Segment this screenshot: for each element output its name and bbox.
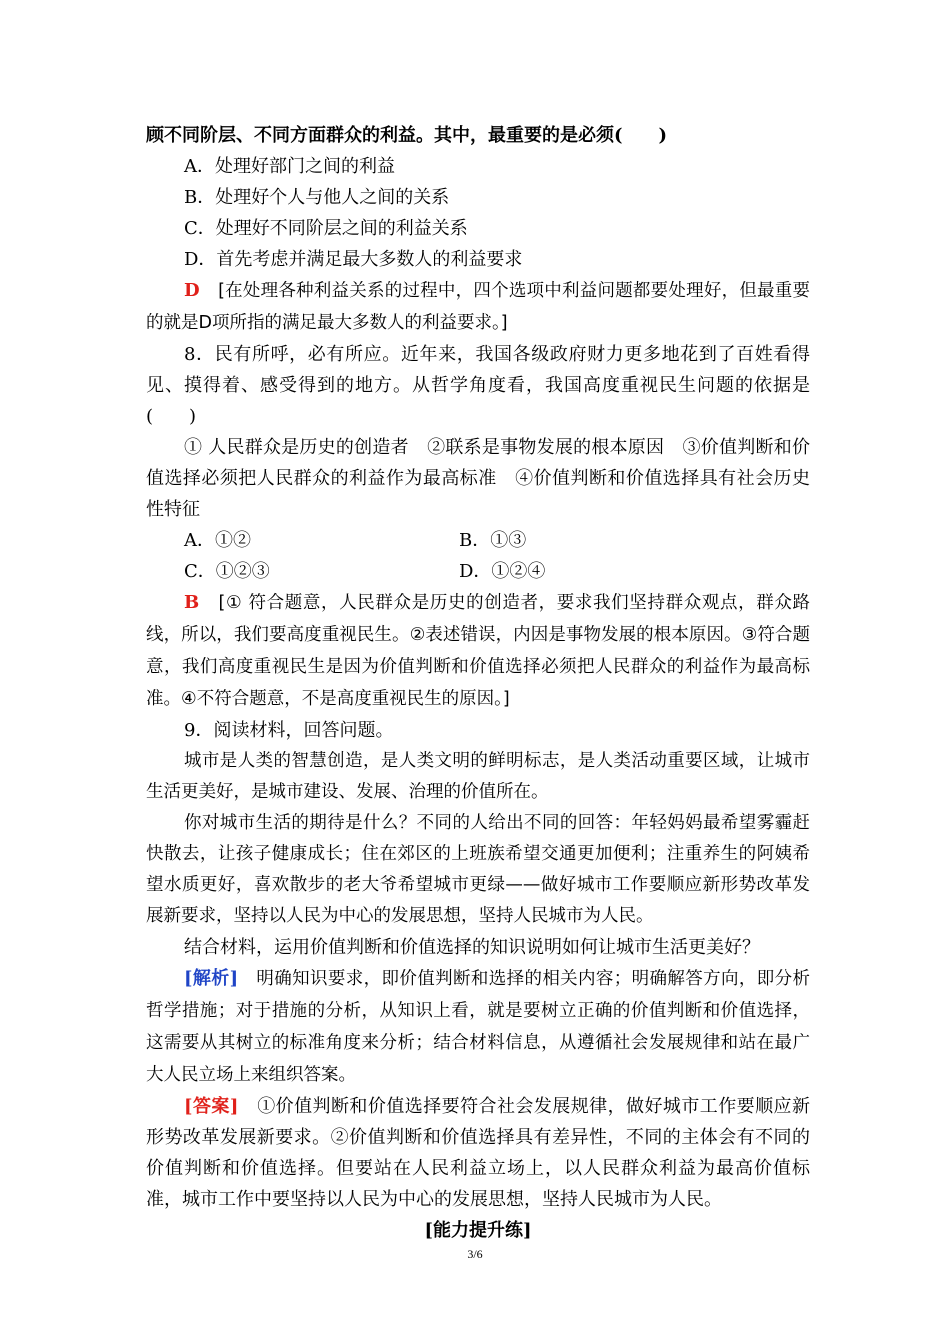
q8-answer-block xyxy=(146,587,810,715)
page-number: 3/6 xyxy=(467,1247,483,1261)
q9-answer-label: [答案] xyxy=(184,1096,239,1117)
q9-question: 结合材料，运用价值判断和价值选择的知识说明如何让城市生活更美好？ xyxy=(184,937,760,958)
q8-statements: ① 人民群众是历史的创造者 ②联系是事物发展的根本原因 ③价值判断和价值选择必须把人民群众的利益作为最高标准 ④价值判断和价值选择具有社会历史性特征 xyxy=(146,437,810,520)
q9-analysis-block xyxy=(146,963,810,1091)
q8-option-d: D．①②④ xyxy=(459,561,546,582)
q8-answer-letter: B xyxy=(184,592,200,613)
q8-stem: 8．民有所呼，必有所应。近年来，我国各级政府财力更多地花到了百姓看得见、摸得着、感受得到的地方。从哲学角度看，我国高度重视民生问题的依据是( ) xyxy=(146,344,810,427)
q9-material-1: 城市是人类的智慧创造，是人类文明的鲜明标志，是人类活动重要区域，让城市生活更美好，是城市建设、发展、治理的价值所在。 xyxy=(146,751,810,802)
q9-analysis-text: 明确知识要求，即价值判断和选择的相关内容；明确解答方向，即分析哲学措施；对于措施的分析，从知识上看，就是要树立正确的价值判断和价值选择，这需要从其树立的标准角度来分析；结合材料信息，从遵循社会发展规律和站在最广大人民立场上来组织答案。 xyxy=(146,969,810,1085)
q7-stem-tail: 顾不同阶层、不同方面群众的利益。其中，最重要的是必须( ) xyxy=(146,125,668,146)
page-content xyxy=(146,120,810,1246)
q9-analysis-label: [解析] xyxy=(184,968,239,989)
q8-options-row-2 xyxy=(146,556,810,587)
q7-option-c: C．处理好不同阶层之间的利益关系 xyxy=(184,218,468,239)
q7-answer-block xyxy=(146,275,810,339)
q7-option-d: D．首先考虑并满足最大多数人的利益要求 xyxy=(184,249,523,270)
q7-option-b: B．处理好个人与他人之间的关系 xyxy=(184,187,450,208)
q9-stem: 9．阅读材料，回答问题。 xyxy=(184,720,394,741)
q8-options-row-1 xyxy=(146,525,810,556)
q7-answer-letter: D xyxy=(184,280,200,301)
q8-option-b: B．①③ xyxy=(459,530,527,551)
q8-option-a: A．①② xyxy=(184,530,251,551)
section-heading: [能力提升练] xyxy=(424,1220,532,1241)
q9-material-2: 你对城市生活的期待是什么？不同的人给出不同的回答：年轻妈妈最希望雾霾赶快散去，让孩子健康成长；住在郊区的上班族希望交通更加便利；注重养生的阿姨希望水质更好，喜欢散步的老大爷希望城市更绿——做好城市工作要顺应新形势改革发展新要求，坚持以人民为中心的发展思想，坚持人民城市为人民。 xyxy=(146,813,810,926)
q7-option-a: A．处理好部门之间的利益 xyxy=(184,156,395,177)
q7-explanation: [在处理各种利益关系的过程中，四个选项中利益问题都要处理好，但最重要的就是D项所指的满足最大多数人的利益要求。] xyxy=(146,281,811,333)
q8-explanation: [① 符合题意，人民群众是历史的创造者，要求我们坚持群众观点，群众路线，所以，我们要高度重视民生。②表述错误，内因是事物发展的根本原因。③符合题意，我们高度重视民生是因为价值判断和价值选择必须把人民群众的利益作为最高标准。④不符合题意，不是高度重视民生的原因。] xyxy=(146,593,811,709)
q8-option-c: C．①②③ xyxy=(184,561,270,582)
q9-answer-block xyxy=(146,1091,810,1215)
q9-answer-text: ①价值判断和价值选择要符合社会发展规律，做好城市工作要顺应新形势改革发展新要求。②价值判断和价值选择具有差异性，不同的主体会有不同的价值判断和价值选择。但要站在人民利益立场上，以人民群众利益为最高价值标准，城市工作中要坚持以人民为中心的发展思想，坚持人民城市为人民。 xyxy=(146,1096,810,1210)
